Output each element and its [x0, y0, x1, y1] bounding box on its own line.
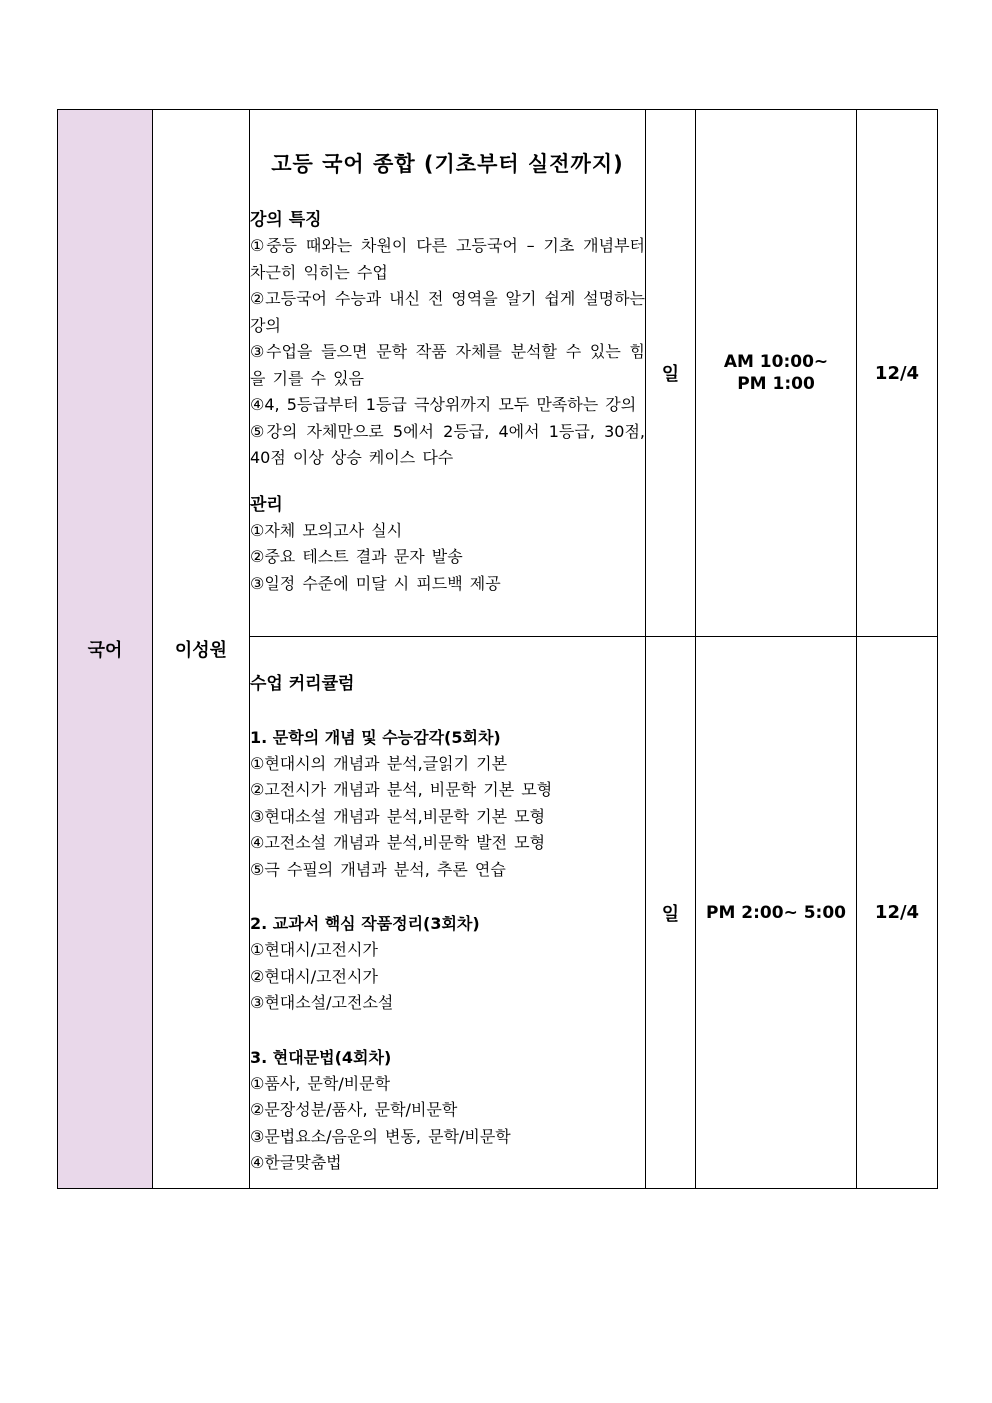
- curriculum-heading: 수업 커리큘럼: [250, 673, 355, 694]
- date-cell: 12/4: [857, 637, 938, 1189]
- course-title: 고등 국어 종합 (기초부터 실전까지): [271, 152, 624, 176]
- table-row: [58, 110, 938, 637]
- curriculum-section-title: 2. 교과서 핵심 작품정리(3회차): [250, 914, 480, 933]
- date-cell: 12/4: [857, 110, 938, 637]
- curriculum-item: ③현대소설/고전소설: [250, 993, 394, 1012]
- curriculum-item: ①현대시의 개념과 분석,글읽기 기본: [250, 753, 508, 773]
- feature-item: ④4, 5등급부터 1등급 극상위까지 모두 만족하는 강의: [250, 395, 637, 414]
- feature-item: ①중등 때와는 차원이 다른 고등국어 – 기초 개념부터 차근히 익히는 수업: [250, 236, 645, 282]
- feature-item: ⑤강의 자체만으로 5에서 2등급, 4에서 1등급, 30점, 40점 이상 상승 케이스 다수: [250, 421, 645, 467]
- teacher-cell: 이성원: [153, 110, 250, 1189]
- time-cell: [696, 637, 857, 1189]
- management-item: ①자체 모의고사 실시: [250, 520, 403, 540]
- time-cell: [696, 110, 857, 637]
- subject-cell: 국어: [58, 110, 153, 1189]
- course-description-cell: [250, 110, 646, 637]
- curriculum-cell: [250, 637, 646, 1189]
- curriculum-item: ①현대시/고전시가: [250, 940, 378, 959]
- curriculum-item: ④한글맞춤법: [250, 1153, 342, 1172]
- curriculum-item: ③현대소설 개념과 분석,비문학 기본 모형: [250, 806, 546, 826]
- curriculum-item: ②현대시/고전시가: [250, 966, 378, 986]
- time-start: AM 10:00~: [723, 352, 829, 372]
- management-heading: 관리: [250, 494, 283, 515]
- management-item: ②중요 테스트 결과 문자 발송: [250, 547, 463, 566]
- curriculum-item: ⑤극 수필의 개념과 분석, 추론 연습: [250, 859, 506, 879]
- time-end: PM 1:00: [737, 374, 815, 394]
- curriculum-section-title: 1. 문학의 개념 및 수능감각(5회차): [250, 727, 501, 747]
- curriculum-item: ①품사, 문학/비문학: [250, 1073, 391, 1093]
- feature-item: ②고등국어 수능과 내신 전 영역을 알기 쉽게 설명하는 강의: [250, 289, 645, 335]
- schedule-table: [57, 109, 938, 1189]
- curriculum-item: ③문법요소/음운의 변동, 문학/비문학: [250, 1126, 511, 1146]
- time-start: PM 2:00~ 5:00: [705, 902, 847, 923]
- curriculum-item: ②문장성분/품사, 문학/비문학: [250, 1100, 458, 1119]
- features-heading: 강의 특징: [250, 210, 322, 230]
- feature-item: ③수업을 들으면 문학 작품 자체를 분석할 수 있는 힘을 기를 수 있음: [250, 342, 645, 388]
- curriculum-section-title: 3. 현대문법(4회차): [250, 1047, 392, 1067]
- curriculum-item: ④고전소설 개념과 분석,비문학 발전 모형: [250, 833, 546, 852]
- curriculum-item: ②고전시가 개념과 분석, 비문학 기본 모형: [250, 780, 553, 799]
- day-cell: 일: [646, 110, 696, 637]
- day-cell: 일: [646, 637, 696, 1189]
- management-item: ③일정 수준에 미달 시 피드백 제공: [250, 573, 501, 593]
